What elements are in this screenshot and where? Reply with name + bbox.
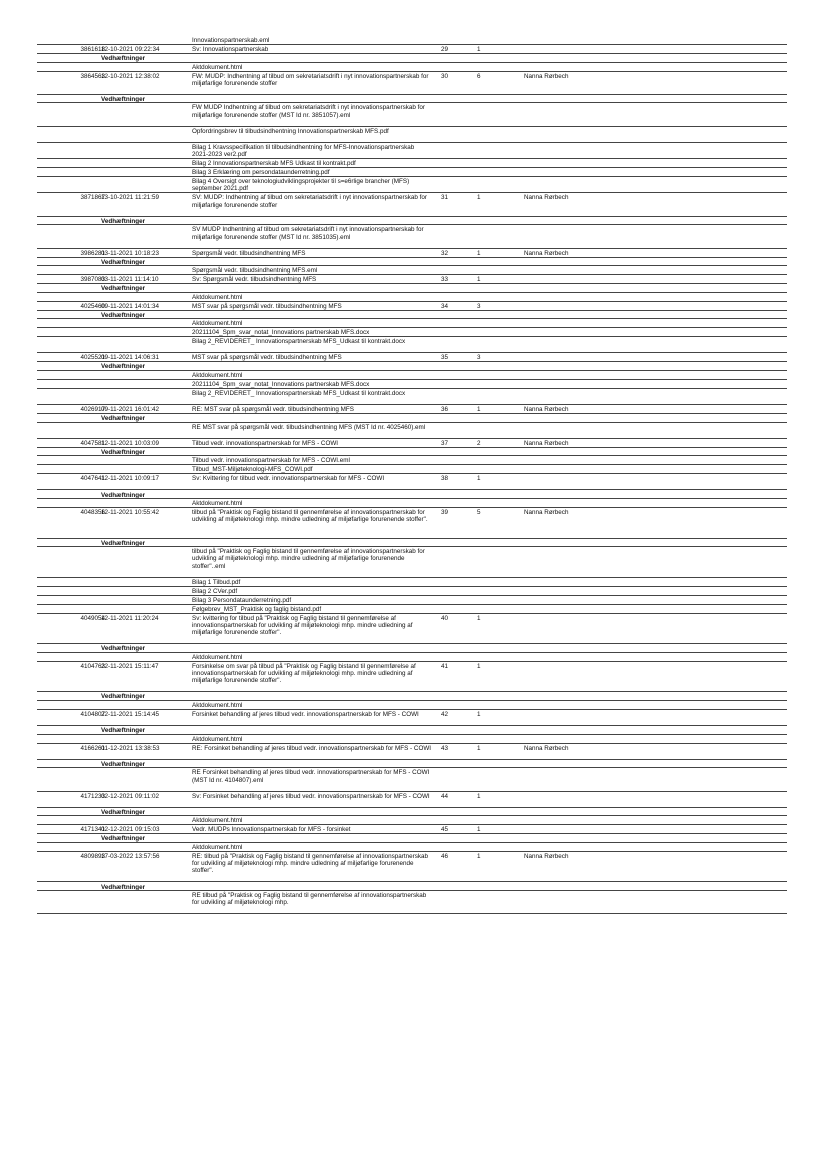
attachments-label: Vedhæftninger	[101, 95, 146, 103]
doc-number: 31	[441, 194, 449, 202]
attachment-filename: Bilag 2 Innovationspartnerskab MFS Udkast til kontrakt.pdf	[192, 160, 356, 168]
attachments-label: Vedhæftninger	[101, 285, 146, 293]
doc-title: RE: Forsinket behandling af jeres tilbud vedr. innovationspartnerskab for MFS - COWI	[192, 744, 432, 752]
attachments-header-row	[37, 834, 787, 843]
attachment-row	[37, 337, 787, 353]
table-row	[37, 825, 787, 834]
attachments-label: Vedhæftninger	[101, 415, 146, 423]
doc-number: 44	[441, 792, 449, 800]
attachment-filename: FW MUDP Indhentning af tilbud om sekretariatsdrift i nyt innovationspartnerskab for miljøfarlige forurenende stoffer (MST Id nr. 3851057).eml	[192, 104, 425, 119]
doc-number: 45	[441, 826, 449, 834]
doc-date: 17-03-2022 13:57:56	[101, 852, 160, 860]
case-owner: Nanna Rørbech	[524, 72, 569, 80]
attachments-header-row	[37, 362, 787, 371]
doc-title: FW: MUDP: Indhentning af tilbud om sekretariatsdrift i nyt innovationspartnerskab for miljøfarlige forurenende stoffer	[192, 72, 429, 87]
attachment-row	[37, 371, 787, 380]
doc-id: 4026917	[80, 406, 105, 414]
attachment-filename: Aktdokument.html	[192, 735, 243, 743]
attachments-label: Vedhæftninger	[101, 217, 146, 225]
attachment-row	[37, 735, 787, 744]
attachment-row	[37, 816, 787, 825]
attachment-row	[37, 701, 787, 710]
table-row	[37, 439, 787, 448]
table-row	[37, 508, 787, 539]
doc-date: 09-11-2021 14:06:31	[101, 354, 160, 362]
doc-id: 4048356	[80, 509, 105, 516]
doc-date: 12-11-2021 11:20:24	[101, 614, 159, 622]
doc-title: MST svar på spørgsmål vedr. tilbudsindhentning MFS	[192, 354, 342, 362]
attachment-count: 6	[477, 72, 481, 80]
doc-date: 12-10-2021 12:38:02	[101, 72, 160, 80]
doc-number: 43	[441, 744, 449, 752]
attachment-row	[37, 127, 787, 143]
attachment-row	[37, 653, 787, 662]
attachment-filename: RE tilbud på "Praktisk og Faglig bistand til gennemførelse af innovationspartnerskab for udvikling af miljøteknologi mhp.	[192, 892, 427, 907]
attachment-row	[37, 319, 787, 328]
doc-number: 39	[441, 509, 449, 516]
attachment-filename: Innovationspartnerskab.eml	[192, 37, 270, 44]
attachments-header-row	[37, 692, 787, 701]
attachment-filename: Tilbud vedr. innovationspartnerskab for MFS - COWI.eml	[192, 457, 350, 465]
doc-title: Sv: Innovationspartnerskab	[192, 46, 269, 53]
attachment-filename: RE MST svar på spørgsmål vedr. tilbudsindhentning MFS (MST Id nr. 4025460).eml	[192, 423, 426, 431]
attachment-row	[37, 465, 787, 474]
attachment-filename: Tilbud_MST-Miljøteknologi-MFS_COWI.pdf	[192, 466, 313, 474]
attachments-label: Vedhæftninger	[101, 363, 146, 371]
table-row	[37, 275, 787, 284]
doc-title: Sv: kvittering for tilbud på "Praktisk og Faglig bistand til gennemførelse af innovationspartnerskab for udvikling af miljøteknologi mhp. mindre udledning af miljøfarlige forurenende stoffer".	[192, 614, 413, 637]
attachment-count: 1	[477, 852, 481, 860]
attachment-count: 1	[477, 662, 481, 670]
case-owner: Nanna Rørbech	[524, 406, 569, 414]
table-row	[37, 710, 787, 726]
attachment-filename: Spørgsmål vedr. tilbudsindhentning MFS.eml	[192, 267, 318, 275]
attachment-row	[37, 168, 787, 177]
doc-id: 3987083	[80, 276, 105, 284]
attachments-header-row	[37, 311, 787, 320]
attachments-header-row	[37, 644, 787, 653]
doc-id: 4171233	[80, 792, 105, 800]
doc-title: Vedr. MUDPs Innovationspartnerskab for MFS - forsinket	[192, 826, 351, 834]
table-row	[37, 852, 787, 883]
doc-date: 12-11-2021 10:03:09	[101, 439, 160, 447]
table-row	[37, 249, 787, 258]
attachments-header-row	[37, 760, 787, 769]
attachment-row	[37, 499, 787, 508]
attachments-header-row	[37, 284, 787, 293]
attachments-header-row	[37, 883, 787, 892]
attachment-count: 1	[477, 826, 481, 834]
table-row	[37, 744, 787, 760]
attachment-row	[37, 225, 787, 248]
table-row	[37, 405, 787, 414]
doc-number: 35	[441, 354, 449, 362]
attachment-filename: Bilag 1 Tilbud.pdf	[192, 578, 241, 586]
case-owner: Nanna Rørbech	[524, 852, 569, 860]
doc-id: 4171341	[80, 826, 105, 834]
attachments-label: Vedhæftninger	[101, 693, 146, 701]
attachment-row	[37, 36, 787, 45]
table-row	[37, 614, 787, 645]
doc-number: 41	[441, 662, 449, 670]
attachment-count: 2	[477, 439, 481, 447]
doc-title: Spørgsmål vedr. tilbudsindhentning MFS	[192, 249, 306, 257]
doc-date: 02-12-2021 09:11:02	[101, 792, 160, 800]
doc-title: Sv: Spørgsmål vedr. tilbudsindhentning MFS	[192, 276, 317, 284]
doc-title: Tilbud vedr. innovationspartnerskab for MFS - COWI	[192, 439, 339, 447]
attachments-header-row	[37, 491, 787, 500]
doc-id: 3871867	[80, 194, 105, 202]
attachment-filename: Bilag 4 Oversigt over teknologiudviklingsprojekter til s=e6rlige brancher (MFS) september 2021.pdf	[192, 178, 410, 193]
case-owner: Nanna Rørbech	[524, 439, 569, 447]
doc-number: 46	[441, 852, 449, 860]
attachment-filename: tilbud på "Praktisk og Faglig bistand til gennemførelse af innovationspartnerskab for udvikling af miljøteknologi mhp. mindre udledning af miljøfarlige forurenende stoffer"..eml	[192, 548, 425, 570]
attachment-row	[37, 891, 787, 914]
attachment-row	[37, 266, 787, 275]
attachment-row	[37, 143, 787, 159]
case-owner: Nanna Rørbech	[524, 194, 569, 202]
attachment-filename: Bilag 3 Persondataunderretning.pdf	[192, 596, 292, 604]
doc-id: 4049054	[80, 614, 105, 622]
doc-number: 29	[441, 46, 449, 53]
attachment-count: 1	[477, 475, 481, 483]
doc-title: Forsinket behandling af jeres tilbud vedr. innovationspartnerskab for MFS - COWI	[192, 710, 419, 718]
doc-id: 4047641	[80, 475, 105, 483]
doc-number: 30	[441, 72, 449, 80]
doc-date: 12-11-2021 10:55:42	[101, 509, 160, 516]
attachment-filename: Følgebrev_MST_Praktisk og faglig bistand.pdf	[192, 605, 322, 613]
attachment-count: 5	[477, 509, 481, 516]
attachments-header-row	[37, 414, 787, 423]
attachment-count: 1	[477, 744, 481, 752]
attachment-row	[37, 578, 787, 587]
doc-number: 40	[441, 614, 449, 622]
attachment-filename: SV MUDP Indhentning af tilbud om sekretariatsdrift i nyt innovationspartnerskab for miljøfarlige forurenende stoffer (MST Id nr. 3851035).eml	[192, 226, 424, 241]
attachments-header-row	[37, 539, 787, 548]
doc-id: 4166261	[80, 744, 105, 752]
doc-date: 03-11-2021 10:18:23	[101, 249, 160, 257]
attachment-filename: Opfordringsbrev til tilbudsindhentning Innovationspartnerskab MFS.pdf	[192, 127, 389, 135]
doc-title: Sv: Forsinket behandling af jeres tilbud vedr. innovationspartnerskab for MFS - COWI	[192, 792, 430, 800]
doc-date: 03-11-2021 11:14:10	[101, 276, 159, 284]
doc-title: SV: MUDP: Indhentning af tilbud om sekretariatsdrift i nyt innovationspartnerskab for miljøfarlige forurenende stoffer	[192, 194, 427, 209]
attachments-header-row	[37, 217, 787, 226]
attachment-row	[37, 380, 787, 389]
attachment-filename: Bilag 1 Kravsspecifikation til tilbudsindhentning for MFS-Innovationspartnerskab 2021-2023 ver2.pdf	[192, 144, 415, 159]
table-row	[37, 302, 787, 311]
doc-id: 3861618	[80, 46, 105, 53]
attachments-label: Vedhæftninger	[101, 448, 146, 456]
attachment-count: 3	[477, 302, 481, 310]
doc-date: 09-11-2021 14:01:34	[101, 302, 160, 310]
attachments-header-row	[37, 808, 787, 817]
attachment-row	[37, 423, 787, 439]
doc-date: 02-12-2021 09:15:03	[101, 826, 160, 834]
doc-date: 12-10-2021 09:22:34	[101, 46, 160, 53]
doc-title: MST svar på spørgsmål vedr. tilbudsindhentning MFS	[192, 302, 342, 310]
table-row	[37, 792, 787, 808]
doc-id: 4104763	[80, 662, 105, 670]
attachment-count: 1	[477, 194, 481, 202]
doc-number: 42	[441, 710, 449, 718]
attachment-filename: Aktdokument.html	[192, 701, 243, 709]
attachment-row	[37, 587, 787, 596]
attachment-row	[37, 63, 787, 72]
doc-number: 33	[441, 276, 449, 284]
case-owner: Nanna Rørbech	[524, 509, 569, 516]
attachment-count: 1	[477, 46, 481, 53]
attachment-row	[37, 159, 787, 168]
attachments-label: Vedhæftninger	[101, 808, 146, 816]
attachments-header-row	[37, 448, 787, 457]
attachments-label: Vedhæftninger	[101, 727, 146, 735]
attachment-count: 1	[477, 614, 481, 622]
attachment-filename: Aktdokument.html	[192, 320, 243, 328]
doc-date: 22-11-2021 15:11:47	[101, 662, 159, 670]
attachment-filename: RE Forsinket behandling af jeres tilbud vedr. innovationspartnerskab for MFS - COWI (MST Id nr. 4104807).eml	[192, 769, 430, 784]
doc-id: 4104807	[80, 710, 105, 718]
doc-date: 01-12-2021 13:38:53	[101, 744, 160, 752]
attachment-count: 1	[477, 792, 481, 800]
attachment-row	[37, 328, 787, 337]
attachment-count: 1	[477, 276, 481, 284]
table-row	[37, 45, 787, 54]
attachment-count: 3	[477, 354, 481, 362]
doc-number: 32	[441, 249, 449, 257]
doc-date: 09-11-2021 16:01:42	[101, 406, 160, 414]
doc-id: 4809893	[80, 852, 105, 860]
doc-date: 12-11-2021 10:09:17	[101, 475, 160, 483]
attachment-row	[37, 293, 787, 302]
attachment-filename: Aktdokument.html	[192, 843, 243, 851]
attachments-label: Vedhæftninger	[101, 258, 146, 266]
case-owner: Nanna Rørbech	[524, 249, 569, 257]
doc-number: 36	[441, 406, 449, 414]
attachments-label: Vedhæftninger	[101, 835, 146, 843]
doc-id: 3986281	[80, 249, 105, 257]
doc-title: RE: tilbud på "Praktisk og Faglig bistand til gennemførelse af innovationspartnerskab for udvikling af miljøteknologi mhp. mindre udledning af miljøfarlige forurenende stoffer".	[192, 852, 429, 875]
attachment-row	[37, 768, 787, 791]
attachment-filename: 20211104_Spm_svar_notat_Innovations partnerskab MFS.docx	[192, 329, 370, 337]
attachment-filename: Aktdokument.html	[192, 653, 243, 661]
attachments-label: Vedhæftninger	[101, 760, 146, 768]
table-row	[37, 72, 787, 95]
attachment-filename: Bilag 2_REVIDERET_ Innovationspartnerskab MFS_Udkast til kontrakt.docx	[192, 389, 406, 397]
attachment-row	[37, 103, 787, 126]
doc-id: 4025521	[80, 354, 105, 362]
attachment-filename: Bilag 2_REVIDERET_ Innovationspartnerskab MFS_Udkast til kontrakt.docx	[192, 338, 406, 346]
attachment-row	[37, 456, 787, 465]
doc-date: 22-11-2021 15:14:45	[101, 710, 160, 718]
attachment-filename: 20211104_Spm_svar_notat_Innovations partnerskab MFS.docx	[192, 380, 370, 388]
attachment-filename: Bilag 3 Erklæring om persondataunderretning.pdf	[192, 169, 330, 177]
attachment-count: 1	[477, 249, 481, 257]
attachments-label: Vedhæftninger	[101, 883, 146, 891]
doc-title: tilbud på "Praktisk og Faglig bistand til gennemførelse af innovationspartnerskab for udvikling af miljøteknologi mhp. mindre udledning af miljøfarlige forurenende stoffer".	[192, 509, 428, 524]
attachment-count: 1	[477, 710, 481, 718]
case-owner: Nanna Rørbech	[524, 744, 569, 752]
attachments-label: Vedhæftninger	[101, 539, 146, 547]
attachments-label: Vedhæftninger	[101, 645, 146, 653]
attachments-header-row	[37, 54, 787, 63]
table-row	[37, 193, 787, 216]
attachment-filename: Aktdokument.html	[192, 371, 243, 379]
row-divider	[37, 913, 787, 914]
doc-title: Sv: Kvittering for tilbud vedr. innovationspartnerskab for MFS - COWI	[192, 475, 385, 483]
attachment-filename: Aktdokument.html	[192, 293, 243, 301]
attachment-row	[37, 547, 787, 578]
doc-id: 4047581	[80, 439, 105, 447]
doc-number: 38	[441, 475, 449, 483]
attachment-filename: Bilag 2 CVer.pdf	[192, 587, 238, 595]
attachment-row	[37, 177, 787, 193]
table-row	[37, 474, 787, 490]
attachments-label: Vedhæftninger	[101, 55, 146, 62]
attachments-header-row	[37, 95, 787, 104]
attachment-row	[37, 596, 787, 605]
attachment-row	[37, 843, 787, 852]
attachment-filename: Aktdokument.html	[192, 817, 243, 825]
table-row	[37, 662, 787, 693]
attachment-filename: Aktdokument.html	[192, 500, 243, 507]
attachments-header-row	[37, 258, 787, 267]
doc-id: 4025460	[80, 302, 105, 310]
attachment-count: 1	[477, 406, 481, 414]
attachment-filename: Aktdokument.html	[192, 63, 243, 71]
doc-number: 37	[441, 439, 449, 447]
attachments-label: Vedhæftninger	[101, 491, 146, 499]
table-row	[37, 353, 787, 362]
doc-title: Forsinkelse om svar på tilbud på "Praktisk og Faglig bistand til gennemførelse af innovationspartnerskab for udvikling af miljøteknologi mhp. mindre udledning af miljøfarlige forurenende stoffer".	[192, 662, 416, 685]
doc-number: 34	[441, 302, 449, 310]
doc-date: 13-10-2021 11:21:59	[101, 194, 160, 202]
attachment-row	[37, 389, 787, 405]
doc-title: RE: MST svar på spørgsmål vedr. tilbudsindhentning MFS	[192, 406, 354, 414]
attachments-header-row	[37, 726, 787, 735]
doc-id: 3864563	[80, 72, 105, 80]
attachment-row	[37, 605, 787, 614]
attachments-label: Vedhæftninger	[101, 311, 146, 319]
